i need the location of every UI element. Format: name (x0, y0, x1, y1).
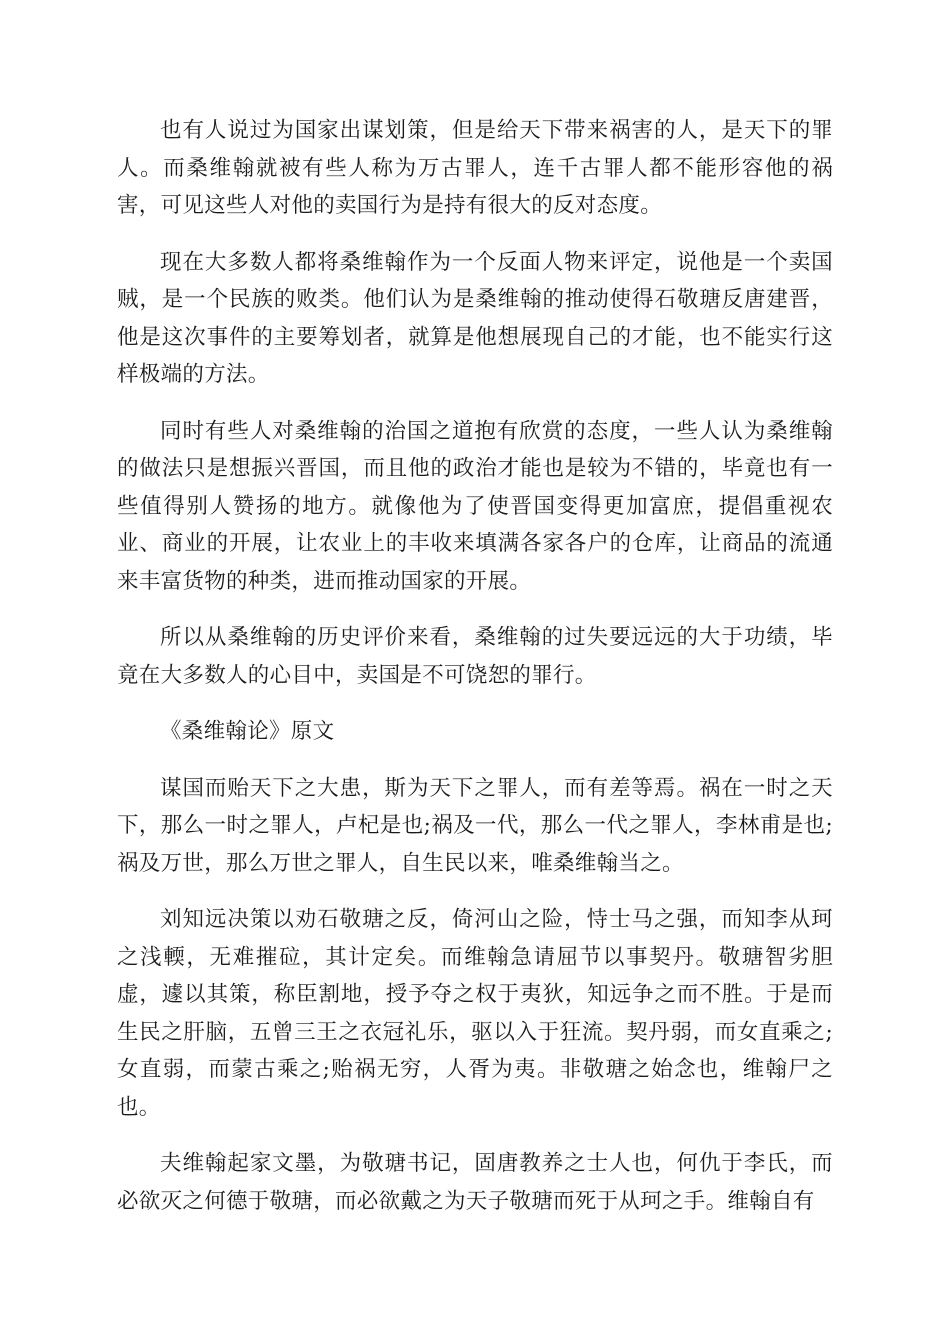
paragraph-3: 同时有些人对桑维翰的治国之道抱有欣赏的态度，一些人认为桑维翰的做法只是想振兴晋国，而且他的政治才能也是较为不错的，毕竟也有一些值得别人赞扬的地方。就像他为了使晋国变得更加富庶，提倡重视农业、商业的开展，让农业上的丰收来填满各家各户的仓库，让商品的流通来丰富货物的种类，进而推动国家的开展。 (117, 418, 833, 594)
original-paragraph-1: 谋国而贻天下之大患，斯为天下之罪人，而有差等焉。祸在一时之天下，那么一时之罪人，卢杞是也;祸及一代，那么一代之罪人，李林甫是也;祸及万世，那么万世之罪人，自生民以来，唯桑维翰当之。 (117, 775, 833, 876)
document-page (117, 112, 833, 1239)
original-paragraph-2: 刘知远决策以劝石敬瑭之反，倚河山之险，恃士马之强，而知李从珂之浅輭，无难摧砬，其计定矣。而维翰急请屈节以事契丹。敬瑭智劣胆虚，遽以其策，称臣割地，授予夺之权于夷狄，知远争之而不胜。于是而生民之肝脑，五曾三王之衣冠礼乐，驱以入于狂流。契丹弱，而女直乘之;女直弱，而蒙古乘之;贻祸无穷，人胥为夷。非敬瑭之始念也，维翰尸之也。 (117, 907, 833, 1120)
paragraph-1: 也有人说过为国家出谋划策，但是给天下带来祸害的人，是天下的罪人。而桑维翰就被有些人称为万古罪人，连千古罪人都不能形容他的祸害，可见这些人对他的卖国行为是持有很大的反对态度。 (117, 118, 833, 218)
paragraph-4: 所以从桑维翰的历史评价来看，桑维翰的过失要远远的大于功绩，毕竟在大多数人的心目中，卖国是不可饶恕的罪行。 (117, 625, 833, 688)
paragraph-2: 现在大多数人都将桑维翰作为一个反面人物来评定，说他是一个卖国贼，是一个民族的败类。他们认为是桑维翰的推动使得石敬瑭反唐建晋，他是这次事件的主要筹划者，就算是他想展现自己的才能，也不能实行这样极端的方法。 (117, 249, 833, 387)
section-title: 《桑维翰论》原文 (160, 719, 335, 744)
original-paragraph-3: 夫维翰起家文墨，为敬瑭书记，固唐教养之士人也，何仇于李氏，而必欲灭之何德于敬瑭，而必欲戴之为天子敬瑭而死于从珂之手。维翰自有 (117, 1151, 833, 1214)
